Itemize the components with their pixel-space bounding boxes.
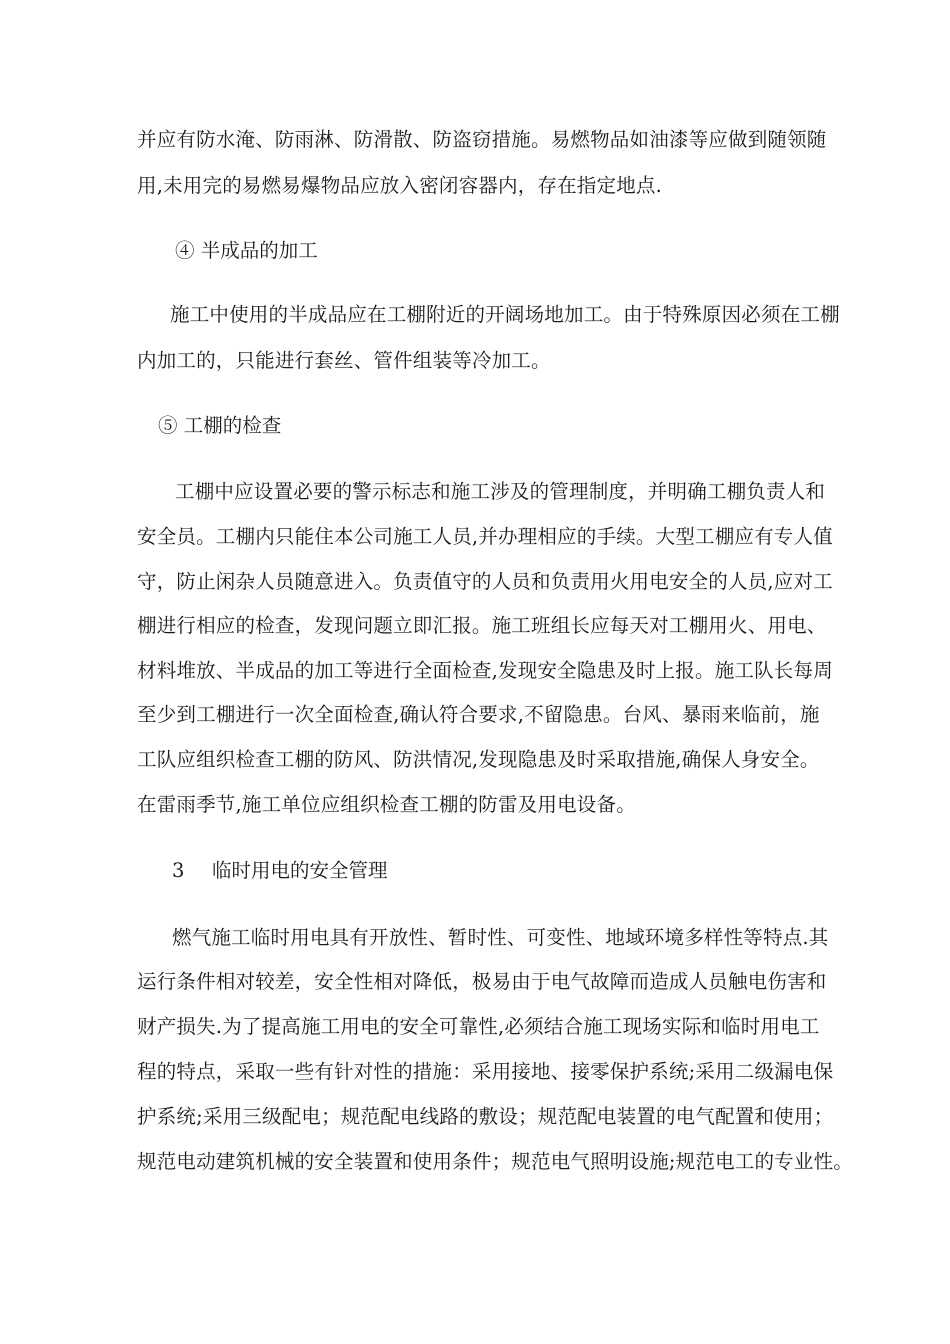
paragraph-3-line-5: 材料堆放、半成品的加工等进行全面检查,发现安全隐患及时上报。施工队长每周 (137, 659, 833, 682)
paragraph-4-line-5: 护系统;采用三级配电；规范配电线路的敷设；规范配电装置的电气配置和使用； (137, 1105, 834, 1128)
paragraph-1-line-1: 并应有防水淹、防雨淋、防滑散、防盗窃措施。易燃物品如油漆等应做到随领随 (137, 128, 827, 151)
paragraph-3-line-3: 守，防止闲杂人员随意进入。负责值守的人员和负责用火用电安全的人员,应对工 (137, 570, 833, 593)
section-heading-5: ⑤ 工棚的检查 (158, 414, 282, 437)
section-heading-3-title: 临时用电的安全管理 (212, 859, 388, 882)
paragraph-2-line-2: 内加工的，只能进行套丝、管件组装等冷加工。 (137, 349, 551, 372)
paragraph-4-line-1: 燃气施工临时用电具有开放性、暂时性、可变性、地域环境多样性等特点.其 (172, 926, 829, 949)
paragraph-4-line-3: 财产损失.为了提高施工用电的安全可靠性,必须结合施工现场实际和临时用电工 (137, 1015, 820, 1038)
paragraph-3-line-8: 在雷雨季节,施工单位应组织检查工棚的防雷及用电设备。 (137, 793, 636, 816)
paragraph-4-line-6: 规范电动建筑机械的安全装置和使用条件；规范电气照明设施;规范电工的专业性。 (137, 1150, 853, 1173)
paragraph-3-line-1: 工棚中应设置必要的警示标志和施工涉及的管理制度，并明确工棚负责人和 (175, 480, 826, 503)
paragraph-3-line-6: 至少到工棚进行一次全面检查,确认符合要求,不留隐患。台风、暴雨来临前，施 (137, 703, 820, 726)
paragraph-1-line-2: 用,未用完的易燃易爆物品应放入密闭容器内，存在指定地点. (137, 174, 662, 197)
paragraph-3-line-4: 棚进行相应的检查，发现问题立即汇报。施工班组长应每天对工棚用火、用电、 (137, 614, 827, 637)
paragraph-4-line-2: 运行条件相对较差，安全性相对降低，极易由于电气故障而造成人员触电伤害和 (137, 970, 827, 993)
section-heading-3 (172, 859, 388, 883)
section-heading-4: ④ 半成品的加工 (175, 239, 318, 262)
paragraph-4-line-4: 程的特点，采取一些有针对性的措施：采用接地、接零保护系统;采用二级漏电保 (137, 1060, 834, 1083)
paragraph-3-line-2: 安全员。工棚内只能住本公司施工人员,并办理相应的手续。大型工棚应有专人值 (137, 525, 833, 548)
paragraph-3-line-7: 工队应组织检查工棚的防风、防洪情况,发现隐患及时采取措施,确保人身安全。 (137, 748, 820, 771)
section-heading-3-number: 3 (172, 859, 185, 882)
paragraph-2-line-1: 施工中使用的半成品应在工棚附近的开阔场地加工。由于特殊原因必须在工棚 (170, 303, 840, 326)
